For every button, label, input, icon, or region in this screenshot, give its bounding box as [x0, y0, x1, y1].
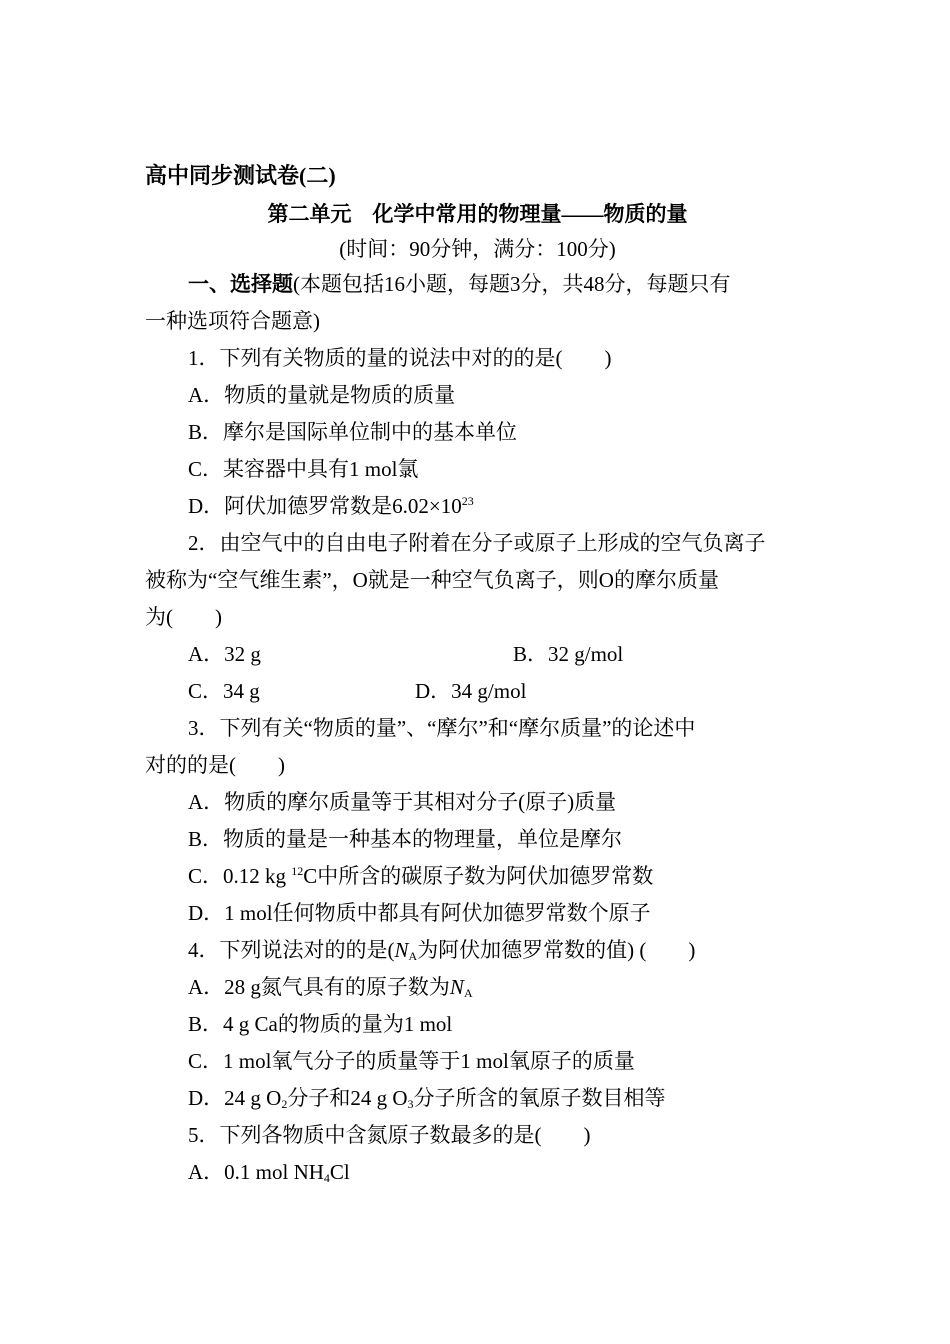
option-text: D．24 g O: [188, 1086, 282, 1110]
option-text: 分子所含的氧原子数目相等: [413, 1086, 666, 1110]
unit-title: 第二单元 化学中常用的物理量——物质的量: [267, 202, 688, 226]
stem-text: 为阿伏加德罗常数的值) ( ): [417, 938, 696, 962]
subscript: 3: [407, 1097, 414, 1111]
exam-time: (时间：90分钟，满分：100分): [339, 237, 616, 261]
subscript: A: [408, 949, 418, 963]
option-text: 分子和24 g O: [287, 1086, 408, 1110]
subscript: A: [463, 986, 473, 1000]
question-3-option-b: B．物质的量是一种基本的物理量，单位是摩尔: [188, 827, 623, 851]
question-3-stem-cont: 对的的是( ): [145, 753, 285, 777]
question-3-stem: 3．下列有关“物质的量”、“摩尔”和“摩尔质量”的论述中: [188, 716, 696, 740]
section-label: 一、选择题: [188, 272, 293, 296]
option-text: D．阿伏加德罗常数是6.02×10: [188, 494, 462, 518]
question-4-option-d: [188, 1080, 853, 1117]
question-1-stem: 1．下列有关物质的量的说法中对的的是( ): [188, 346, 612, 370]
isotope-mass: 12: [291, 864, 304, 878]
section-desc: (本题包括16小题，每题3分，共48分，每题只有: [293, 272, 731, 296]
question-2-options-row1: [188, 636, 853, 673]
question-2-stem-cont: 被称为“空气维生素”，O就是一种空气负离子，则O的摩尔质量: [145, 568, 719, 592]
exponent: 23: [461, 494, 474, 508]
question-5-option-a: [188, 1154, 853, 1191]
question-2-options-row2: [188, 673, 853, 710]
question-3-option-a: A．物质的摩尔质量等于其相对分子(原子)质量: [188, 790, 617, 814]
section-desc-cont: 一种选项符合题意): [145, 309, 320, 333]
paper-title: 高中同步测试卷(二): [145, 163, 336, 188]
question-4-option-c: C．1 mol氧气分子的质量等于1 mol氧原子的质量: [188, 1049, 635, 1073]
question-2-option-d: D．34 g/mol: [415, 679, 527, 703]
avogadro-symbol: N: [394, 938, 409, 962]
option-text: A．28 g氮气具有的原子数为: [188, 975, 450, 999]
option-text: Cl: [329, 1160, 350, 1184]
question-2-stem-end: 为( ): [145, 605, 222, 629]
subscript: 2: [281, 1097, 288, 1111]
question-2-option-a: A．32 g: [188, 642, 261, 666]
option-text: C中所含的碳原子数为阿伏加德罗常数: [303, 864, 654, 888]
question-1-option-d: [188, 488, 853, 525]
avogadro-symbol: N: [449, 975, 464, 999]
question-4-stem: [188, 932, 853, 969]
question-4-option-b: B．4 g Ca的物质的量为1 mol: [188, 1012, 453, 1036]
question-2-option-b: B．32 g/mol: [513, 642, 624, 666]
option-text: A．0.1 mol NH: [188, 1160, 324, 1184]
question-3-option-d: D．1 mol任何物质中都具有阿伏加德罗常数个原子: [188, 901, 651, 925]
question-2-stem: 2．由空气中的自由电子附着在分子或原子上形成的空气负离子: [188, 531, 766, 555]
question-5-stem: 5．下列各物质中含氮原子数最多的是( ): [188, 1123, 591, 1147]
subscript: 4: [323, 1171, 330, 1185]
question-4-option-a: [188, 969, 853, 1006]
question-1-option-b: B．摩尔是国际单位制中的基本单位: [188, 420, 518, 444]
question-1-option-c: C．某容器中具有1 mol氯: [188, 457, 419, 481]
stem-text: 4．下列说法对的的是(: [188, 938, 395, 962]
question-1-option-a: A．物质的量就是物质的质量: [188, 383, 456, 407]
question-2-option-c: C．34 g: [188, 679, 260, 703]
section-header: [188, 266, 853, 303]
option-text: C．0.12 kg: [188, 864, 292, 888]
question-3-option-c: [188, 858, 853, 895]
